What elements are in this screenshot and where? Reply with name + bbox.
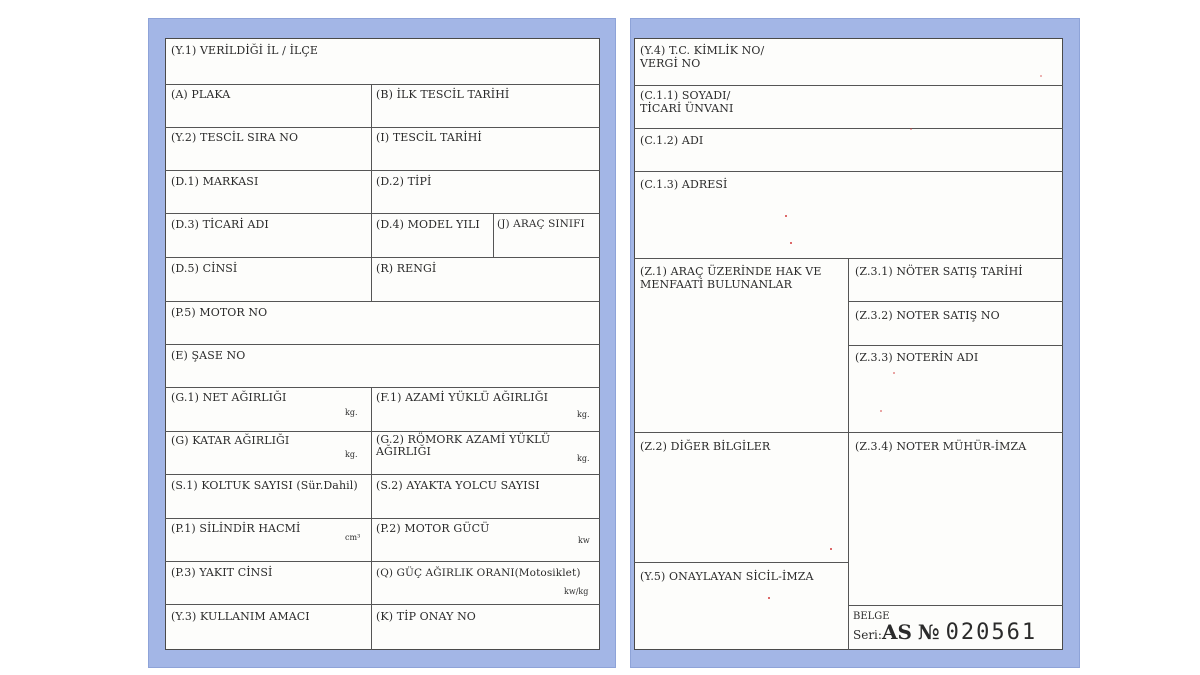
field-p3-label: (P.3) YAKIT CİNSİ — [171, 566, 273, 579]
unit-kwkg: kw/kg — [564, 587, 589, 596]
field-a-label: (A) PLAKA — [171, 88, 231, 101]
field-e-label: (E) ŞASE NO — [171, 349, 246, 362]
belge-label: BELGE — [853, 611, 890, 622]
field-d5-label: (D.5) CİNSİ — [171, 262, 238, 275]
field-c12-label: (C.1.2) ADI — [640, 134, 704, 147]
field-z34-label: (Z.3.4) NOTER MÜHÜR-İMZA — [855, 440, 1027, 453]
field-p2-label: (P.2) MOTOR GÜCÜ — [376, 522, 490, 535]
unit-cm3: cm³ — [345, 533, 361, 542]
field-p1-label: (P.1) SİLİNDİR HACMİ — [171, 522, 301, 535]
field-p5-label: (P.5) MOTOR NO — [171, 306, 268, 319]
field-y1-label: (Y.1) VERİLDİĞİ İL / İLÇE — [171, 44, 319, 57]
field-g-label: (G) KATAR AĞIRLIĞI — [171, 434, 290, 447]
field-f1-label: (F.1) AZAMİ YÜKLÜ AĞIRLIĞI — [376, 391, 549, 404]
series-code: AS — [881, 620, 912, 644]
field-y2-label: (Y.2) TESCİL SIRA NO — [171, 131, 299, 144]
field-d2-label: (D.2) TİPİ — [376, 175, 432, 188]
field-q-label: (Q) GÜÇ AĞIRLIK ORANI(Motosiklet) — [376, 567, 581, 579]
field-g1-label: (G.1) NET AĞIRLIĞI — [171, 391, 287, 404]
field-r-label: (R) RENGİ — [376, 262, 437, 275]
number-sign: № — [917, 620, 940, 644]
field-c13-label: (C.1.3) ADRESİ — [640, 178, 728, 191]
field-z32-label: (Z.3.2) NOTER SATIŞ NO — [855, 309, 1000, 322]
field-i-label: (I) TESCİL TARİHİ — [376, 131, 482, 144]
field-s2-label: (S.2) AYAKTA YOLCU SAYISI — [376, 479, 540, 492]
field-z2-label: (Z.2) DİĞER BİLGİLER — [640, 440, 771, 453]
field-z33-label: (Z.3.3) NOTERİN ADI — [855, 351, 979, 364]
field-z31-label: (Z.3.1) NÖTER SATIŞ TARİHİ — [855, 265, 1023, 278]
unit-kg: kg. — [577, 454, 590, 463]
field-y3-label: (Y.3) KULLANIM AMACI — [171, 610, 310, 623]
field-y4-label: (Y.4) T.C. KİMLİK NO/ VERGİ NO — [640, 44, 765, 70]
field-d3-label: (D.3) TİCARİ ADI — [171, 218, 269, 231]
field-z1-label: (Z.1) ARAÇ ÜZERİNDE HAK VE MENFAATİ BULUNANLAR — [640, 265, 822, 291]
unit-kg: kg. — [345, 408, 358, 417]
document-serial — [853, 620, 1037, 645]
field-j-label: (J) ARAÇ SINIFI — [497, 218, 585, 230]
seri-label: Seri: — [853, 628, 882, 642]
field-d4-label: (D.4) MODEL YILI — [376, 218, 480, 231]
field-b-label: (B) İLK TESCİL TARİHİ — [376, 88, 510, 101]
unit-kg: kg. — [577, 410, 590, 419]
field-g2-label: (G.2) RÖMORK AZAMİ YÜKLÜ AĞIRLIĞI — [376, 433, 551, 458]
field-c11-label: (C.1.1) SOYADI/ TİCARİ ÜNVANI — [640, 89, 734, 115]
field-y5-label: (Y.5) ONAYLAYAN SİCİL-İMZA — [640, 570, 814, 583]
unit-kw: kw — [578, 536, 590, 545]
unit-kg: kg. — [345, 450, 358, 459]
field-d1-label: (D.1) MARKASI — [171, 175, 259, 188]
field-k-label: (K) TİP ONAY NO — [376, 610, 476, 623]
field-s1-label: (S.1) KOLTUK SAYISI (Sür.Dahil) — [171, 479, 358, 492]
document-number: 020561 — [945, 620, 1038, 645]
